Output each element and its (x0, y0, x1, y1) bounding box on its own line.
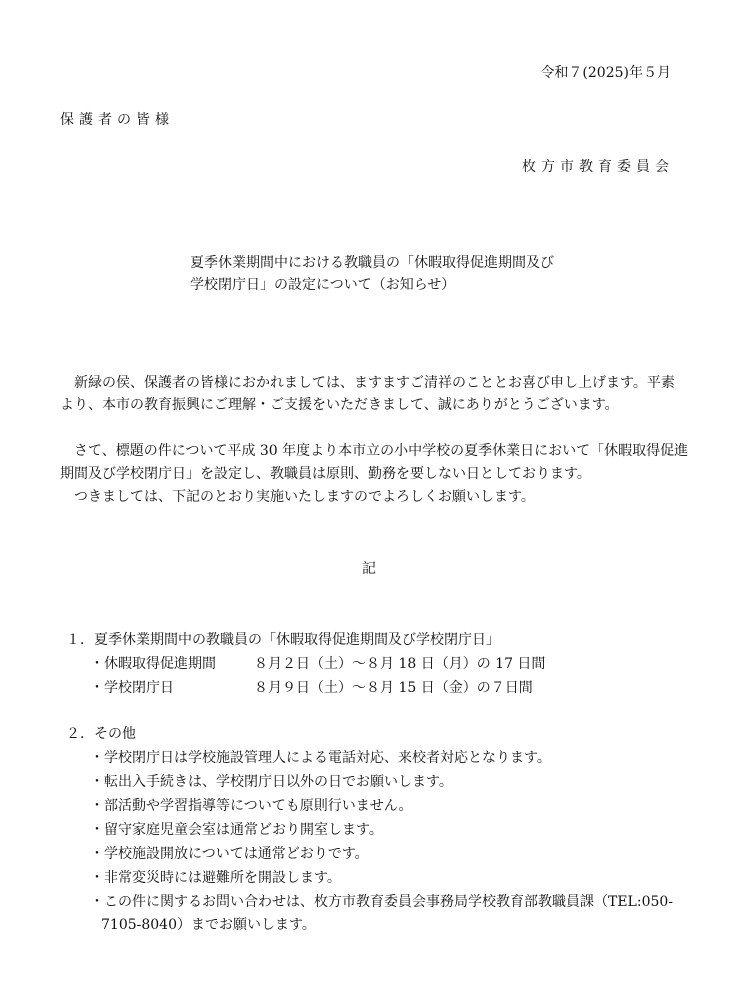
paragraph-subject-line2: 期間及び学校閉庁日」を設定し、教職員は原則、勤務を要しない日としております。 (60, 466, 591, 482)
paragraph-greeting-line2: より、本市の教育振興にご理解・ご支援をいただきまして、誠にありがとうございます。 (60, 397, 619, 413)
recipient: 保護者の皆様 (60, 112, 174, 128)
section1-heading: １．夏季休業期間中の教職員の「休暇取得促進期間及び学校閉庁日」 (66, 632, 500, 648)
issue-date: 令和７(2025)年５月 (540, 65, 671, 81)
section1-item-label: ・学校閉庁日 (90, 680, 174, 696)
section2-item: ・学校施設開放については通常どおりです。 (90, 846, 369, 862)
sender: 枚方市教育委員会 (522, 159, 674, 175)
paragraph-subject-line1: さて、標題の件について平成 30 年度より本市立の小中学校の夏季休業日において「休暇取得促進 (60, 443, 689, 459)
section2-item: ・部活動や学習指導等についても原則行いません。 (90, 798, 413, 814)
section1-item-period: ８月２日（土）～８月 18 日（月）の 17 日間 (254, 656, 546, 672)
section2-item: ・学校閉庁日は学校施設管理人による電話対応、来校者対応となります。 (90, 750, 551, 766)
section1-item-period: ８月９日（土）～８月 15 日（金）の７日間 (254, 680, 533, 696)
section2-item-contact: ・この件に関するお問い合わせは、枚方市教育委員会事務局学校教育部教職員課（TEL:050- (90, 894, 674, 910)
note-mark: 記 (362, 561, 376, 577)
section2-item-contact-cont: 7105-8040）までお願いします。 (101, 917, 316, 933)
section2-item: ・非常変災時には避難所を開設します。 (90, 870, 341, 886)
section1-item-label: ・休暇取得促進期間 (90, 656, 216, 672)
paragraph-request: つきましては、下記のとおり実施いたしますのでよろしくお願いします。 (60, 489, 535, 505)
document-title-line1: 夏季休業期間中における教職員の「休暇取得促進期間及び (190, 255, 554, 271)
section2-item: ・転出入手続きは、学校閉庁日以外の日でお願いします。 (90, 774, 453, 790)
section2-heading: ２．その他 (66, 726, 136, 742)
document-title-line2: 学校閉庁日」の設定について（お知らせ） (190, 277, 456, 293)
section2-item: ・留守家庭児童会室は通常どおり開室します。 (90, 822, 383, 838)
paragraph-greeting-line1: 新緑の侯、保護者の皆様におかれましては、ますますご清祥のこととお喜び申し上げます。平素 (60, 375, 675, 391)
